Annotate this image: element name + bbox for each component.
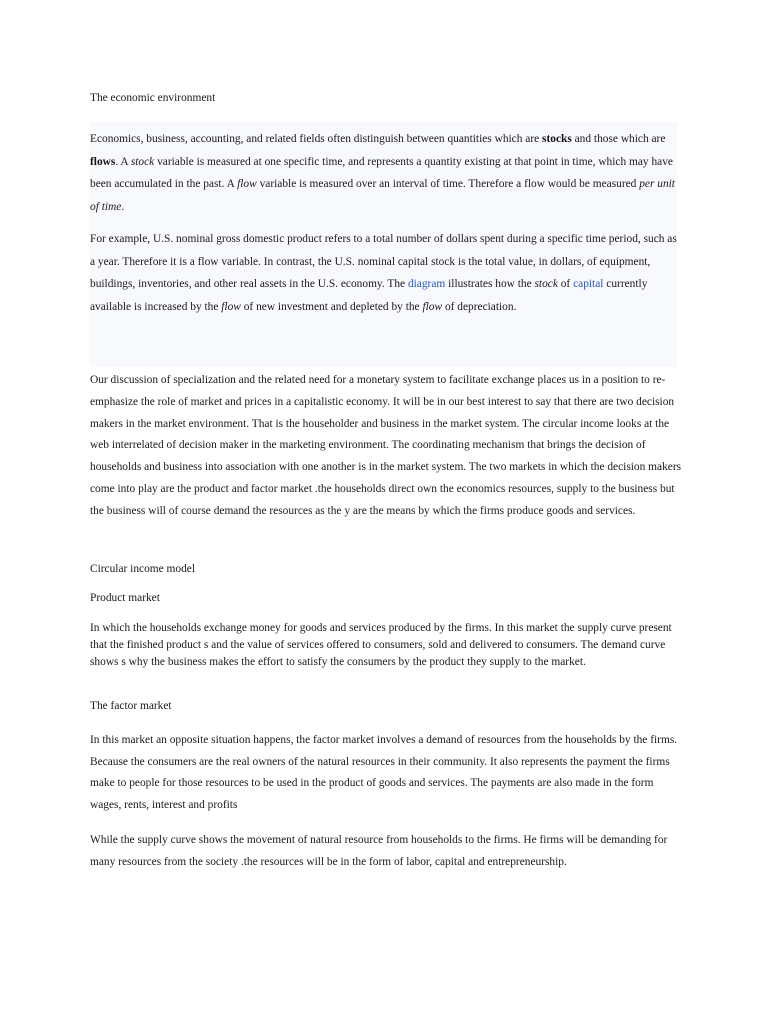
term-flows: flows <box>90 155 116 168</box>
emphasis-stock: stock <box>534 278 558 291</box>
paragraph-product-market: In which the households exchange money for goods and services produced by the firms. In this market the supply curve present that the finished product s and the value of services offered to consumers, sold and delivered to consumers. The demand curve shows s why the business makes the effort to satisfy the consumers by the product they supply to the market. <box>90 622 672 668</box>
emphasis-stock: stock <box>130 155 155 168</box>
text: variable is measured over an interval of time. Therefore a flow would be measured <box>256 178 640 191</box>
heading-circular-income-model: Circular income model <box>90 563 196 575</box>
document-title: The economic environment <box>90 92 216 104</box>
paragraph-specialization: Our discussion of specialization and the related need for a monetary system to facilitate exchange places us in a position to re-emphasize the role of market and prices in a capitalistic economy. It will be in our best interest to say that there are two decision makers in the market environment. That is the householder and business in the market system. The circular income looks at the web interrelated of decision maker in the marketing environment. The coordinating mechanism that brings the decision of households and business into association with one another is in the market system. The two markets in which the decision makers come into play are the product and factor market .the households direct own the economics resources, supply to the business but the business will of course demand the resources as the y are the means by which the firms produce goods and services. <box>90 374 682 517</box>
emphasis-per-unit-of-time: per unit of time <box>90 178 675 214</box>
text: of depreciation. <box>442 301 517 314</box>
text: illustrates how the <box>445 278 535 291</box>
text: Economics, business, accounting, and related fields often distinguish between quantities which are <box>90 133 543 145</box>
text: of <box>557 278 574 291</box>
paragraph-factor-market: In this market an opposite situation happens, the factor market involves a demand of resources from the households by the firms. Because the consumers are the real owners of the natural resources in their community. It also represents the payment the firms make to people for those resources to be used in the product of goods and services. The payments are also made in the form wages, rents, interest and profits <box>90 734 678 812</box>
quote-paragraph-2 <box>90 228 680 319</box>
heading-product-market: Product market <box>90 592 160 604</box>
text: of new investment and depleted by the <box>240 301 423 314</box>
emphasis-flow: flow <box>237 178 257 191</box>
text: variable is measured at one specific time, and represents a quantity existing at that point in time, which may have been accumulated in the past. A <box>90 155 673 191</box>
emphasis-flow: flow <box>422 301 443 314</box>
emphasis-flow: flow <box>221 301 241 314</box>
text: . A <box>115 155 131 168</box>
heading-factor-market: The factor market <box>90 700 172 712</box>
text: and those which are <box>571 133 666 145</box>
text: For example, U.S. nominal gross domestic product refers to a total number of dollars spent during a specific time period, such as a year. Therefore it is a flow variable. In contrast, the U.S. nominal capital stock is the total value, in dollars, of equipment, buildings, inventories, and other real assets in the U.S. economy. The <box>90 233 677 291</box>
quote-paragraph-1 <box>90 128 678 219</box>
paragraph-supply-curve: While the supply curve shows the movement of natural resource from households to the firms. He firms will be demanding for many resources from the society .the resources will be in the form of labor, capital and entrepreneurship. <box>90 834 668 868</box>
diagram-link[interactable]: diagram <box>407 278 446 291</box>
text: . <box>121 201 125 214</box>
capital-link[interactable]: capital <box>573 278 604 291</box>
text: currently available is increased by the <box>90 278 648 314</box>
term-stocks: stocks <box>542 133 572 145</box>
